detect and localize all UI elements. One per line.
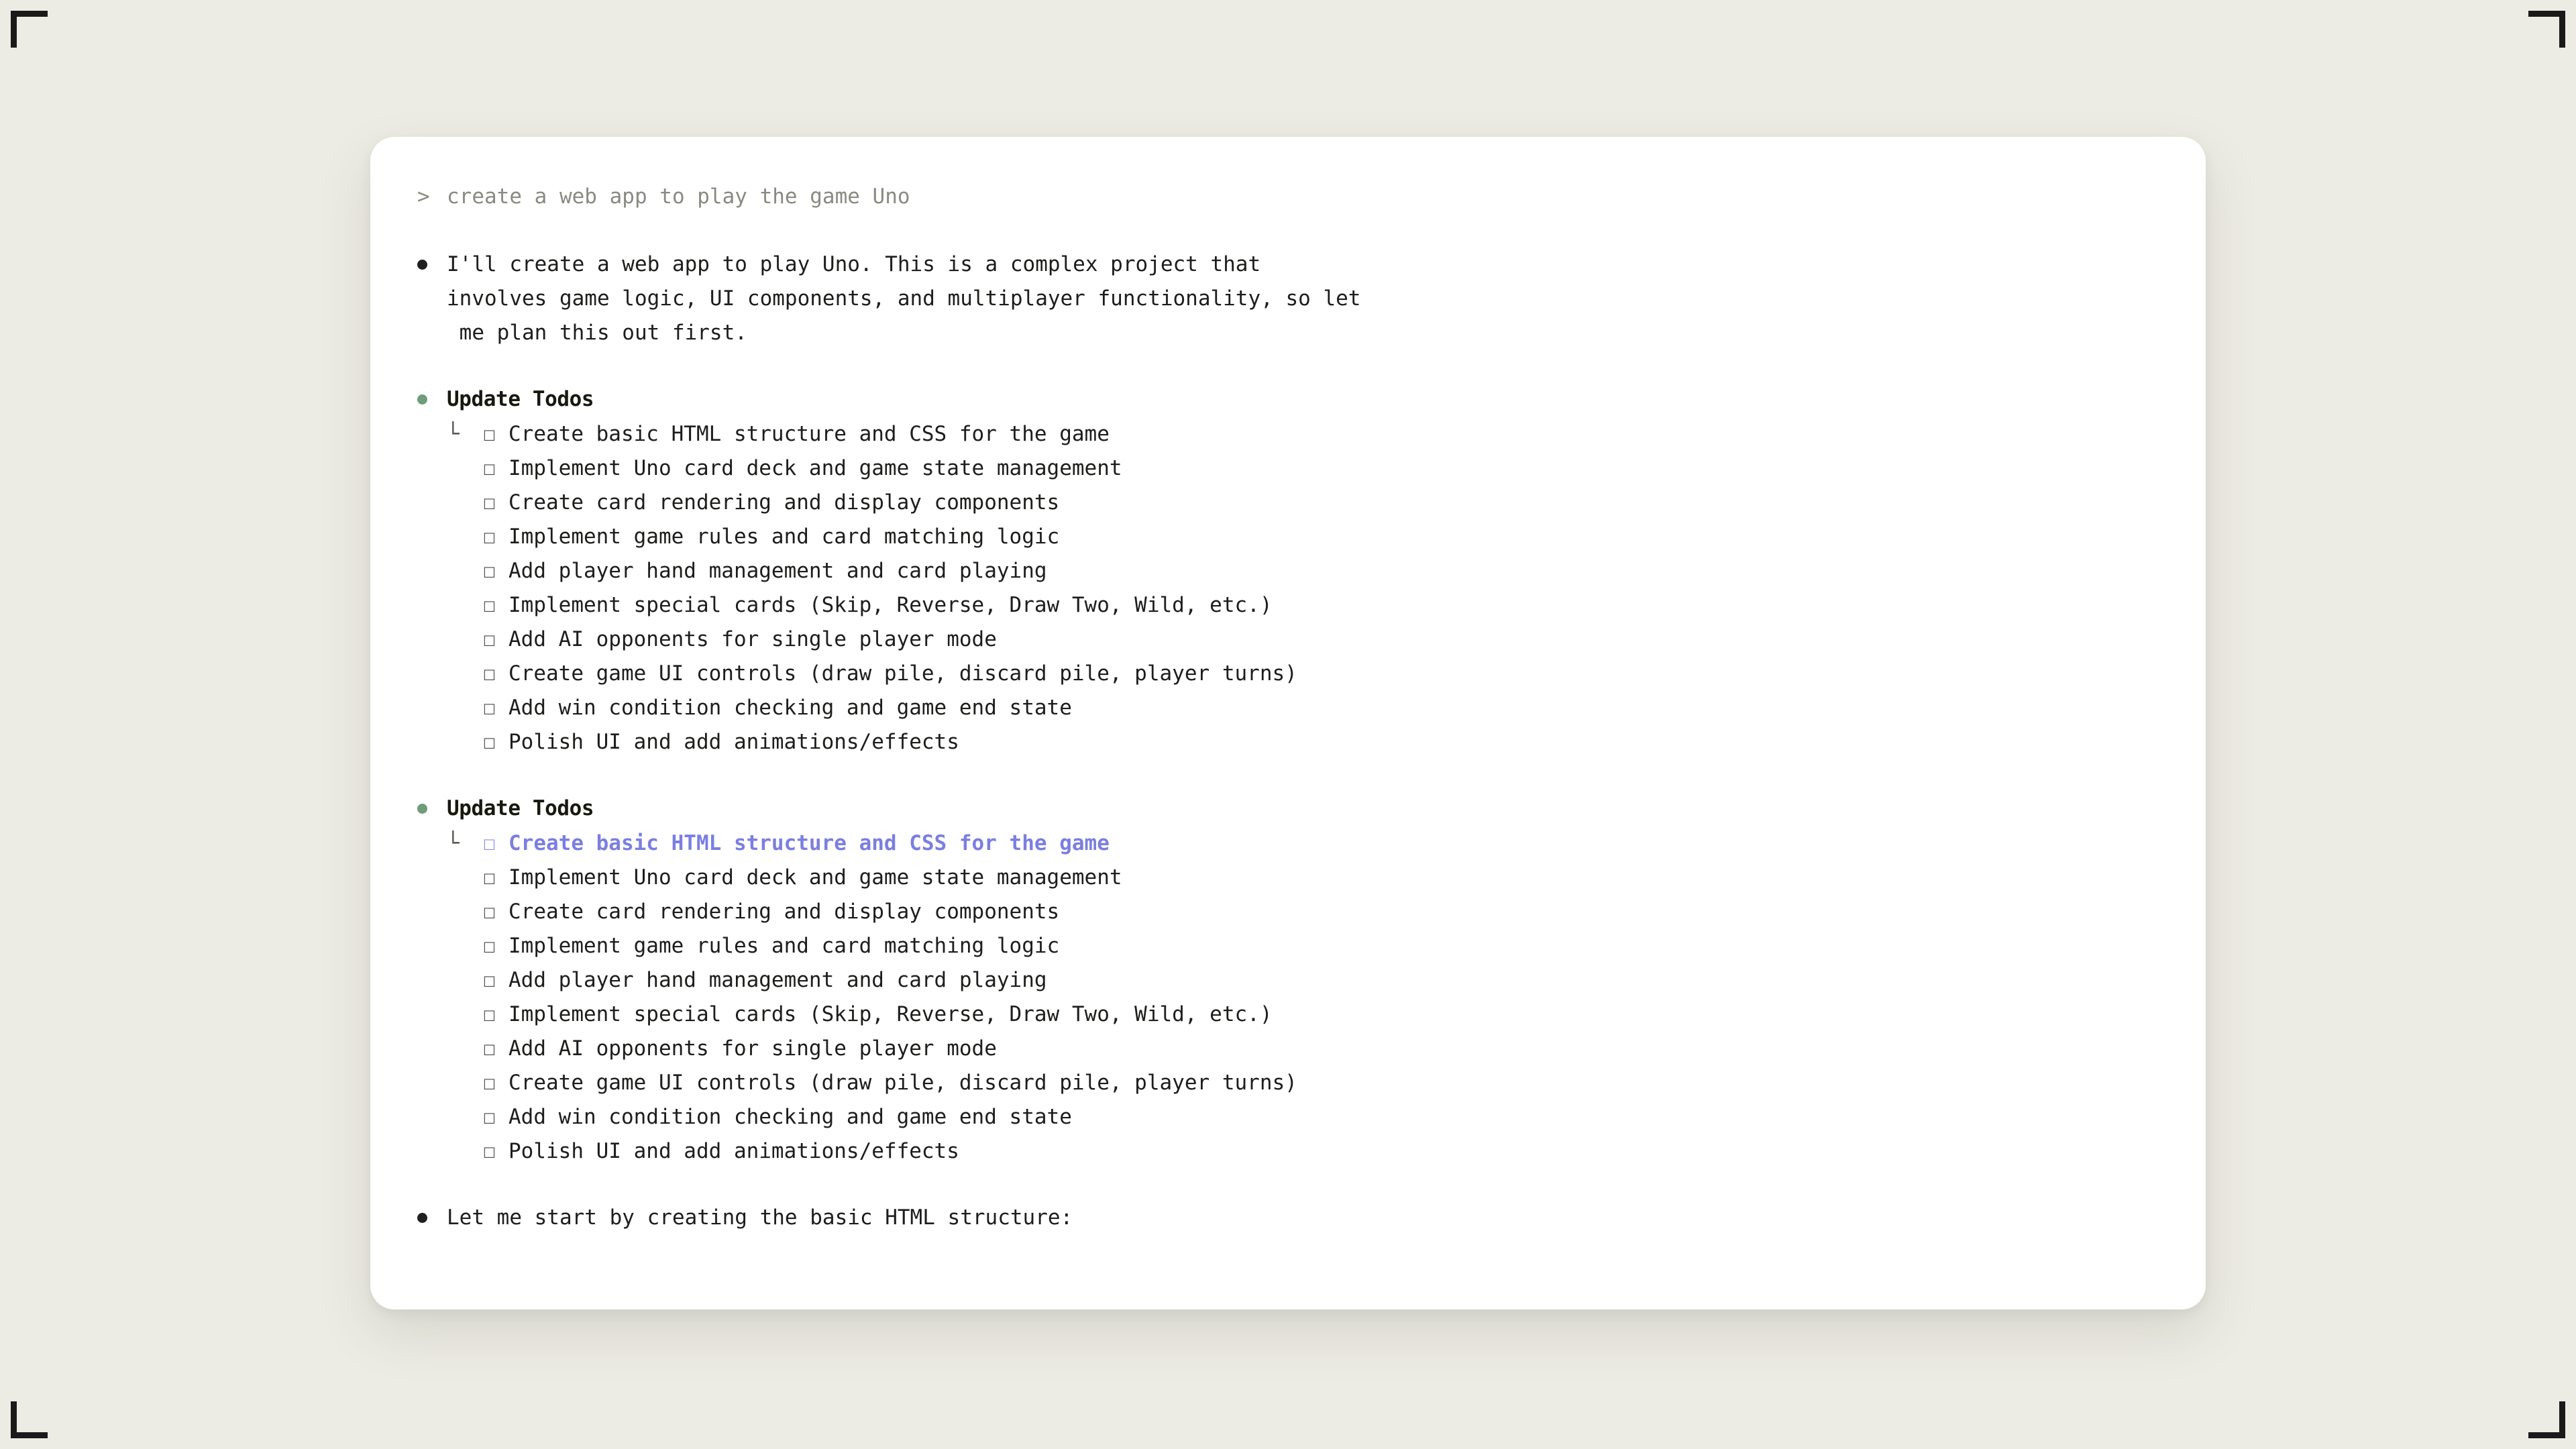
todo-label: Polish UI and add animations/effects [508,1139,959,1163]
todo-list-2 [447,826,2159,1169]
todo-label: Create basic HTML structure and CSS for the game [508,831,1110,855]
transcript [417,180,2159,1235]
todo-label: Add player hand management and card playing [508,968,1047,992]
todo-item[interactable] [447,998,2159,1032]
tree-elbow-icon: └ [447,422,460,446]
todo-item[interactable] [447,1100,2159,1134]
todo-item[interactable] [447,1032,2159,1066]
todo-label: Implement game rules and card matching logic [508,934,1060,958]
message-bullet-icon [417,248,447,270]
todo-label: Create card rendering and display components [508,490,1060,515]
checkbox-icon[interactable]: ☐ [483,490,496,515]
assistant-closing-message [417,1201,2159,1235]
todo-label: Create game UI controls (draw pile, discard pile, player turns) [508,661,1297,686]
assistant-message-line: I'll create a web app to play Uno. This is a complex project that [447,252,1261,276]
todo-label: Add AI opponents for single player mode [508,627,997,651]
todo-label: Polish UI and add animations/effects [508,730,959,754]
checkbox-icon[interactable]: ☐ [483,1071,496,1095]
todo-label: Implement game rules and card matching logic [508,525,1060,549]
corner-bracket-top-right [2528,11,2565,48]
todo-item[interactable] [447,1066,2159,1100]
checkbox-icon[interactable]: ☐ [483,559,496,583]
checkbox-icon[interactable]: ☐ [483,593,496,617]
assistant-message-line: me plan this out first. [447,321,747,345]
assistant-message-line: involves game logic, UI components, and multiplayer functionality, so let [447,286,1361,311]
todo-item[interactable] [447,1134,2159,1169]
checkbox-icon[interactable]: ☐ [483,422,496,446]
todo-item[interactable] [447,657,2159,691]
tree-elbow-icon: └ [447,831,460,855]
corner-bracket-top-left [11,11,48,48]
todo-item[interactable] [447,417,2159,451]
todo-label: Create game UI controls (draw pile, discard pile, player turns) [508,1071,1297,1095]
tool-call-update-todos-2 [417,792,2159,1169]
assistant-closing-body [447,1201,2159,1235]
checkbox-icon[interactable]: ☐ [483,934,496,958]
checkbox-icon[interactable]: ☐ [483,730,496,754]
assistant-message [417,248,2159,350]
tool-bullet-icon [417,792,447,814]
tool-call-body [447,792,2159,1169]
todo-item[interactable] [447,691,2159,725]
todo-label: Implement special cards (Skip, Reverse, Draw Two, Wild, etc.) [508,1002,1273,1026]
todo-label: Add player hand management and card playing [508,559,1047,583]
checkbox-icon[interactable]: ☐ [483,831,496,855]
checkbox-icon[interactable]: ☐ [483,968,496,992]
user-prompt-text: create a web app to play the game Uno [447,184,910,209]
todo-label: Implement Uno card deck and game state management [508,456,1122,480]
todo-item[interactable] [447,623,2159,657]
todo-item[interactable] [447,451,2159,486]
todo-label: Create basic HTML structure and CSS for the game [508,422,1110,446]
tool-call-title: Update Todos [447,796,594,820]
checkbox-icon[interactable]: ☐ [483,1139,496,1163]
todo-label: Implement Uno card deck and game state management [508,865,1122,890]
todo-item[interactable] [447,486,2159,520]
todo-label: Create card rendering and display components [508,900,1060,924]
assistant-message-body [447,248,2159,350]
todo-label: Add AI opponents for single player mode [508,1036,997,1061]
user-prompt-line [417,180,2159,214]
tool-call-update-todos-1 [417,382,2159,759]
todo-item[interactable] [447,520,2159,554]
assistant-closing-text: Let me start by creating the basic HTML structure: [447,1205,1073,1230]
todo-item[interactable] [447,929,2159,963]
todo-item[interactable] [447,895,2159,929]
todo-item[interactable] [447,588,2159,623]
todo-label: Add win condition checking and game end state [508,696,1072,720]
prompt-caret-icon: > [417,184,430,209]
todo-list-1 [447,417,2159,759]
todo-label: Add win condition checking and game end state [508,1105,1072,1129]
checkbox-icon[interactable]: ☐ [483,456,496,480]
todo-item[interactable] [447,725,2159,759]
todo-item-active[interactable] [447,826,2159,861]
checkbox-icon[interactable]: ☐ [483,1036,496,1061]
todo-item[interactable] [447,861,2159,895]
checkbox-icon[interactable]: ☐ [483,525,496,549]
todo-label: Implement special cards (Skip, Reverse, Draw Two, Wild, etc.) [508,593,1273,617]
checkbox-icon[interactable]: ☐ [483,627,496,651]
tool-call-body [447,382,2159,759]
terminal-card [370,137,2206,1309]
todo-item[interactable] [447,963,2159,998]
todo-item[interactable] [447,554,2159,588]
checkbox-icon[interactable]: ☐ [483,1105,496,1129]
tool-bullet-icon [417,382,447,405]
message-bullet-icon [417,1201,447,1223]
checkbox-icon[interactable]: ☐ [483,1002,496,1026]
checkbox-icon[interactable]: ☐ [483,696,496,720]
tool-call-title: Update Todos [447,387,594,411]
checkbox-icon[interactable]: ☐ [483,661,496,686]
corner-bracket-bottom-left [11,1401,48,1438]
checkbox-icon[interactable]: ☐ [483,865,496,890]
corner-bracket-bottom-right [2528,1401,2565,1438]
checkbox-icon[interactable]: ☐ [483,900,496,924]
